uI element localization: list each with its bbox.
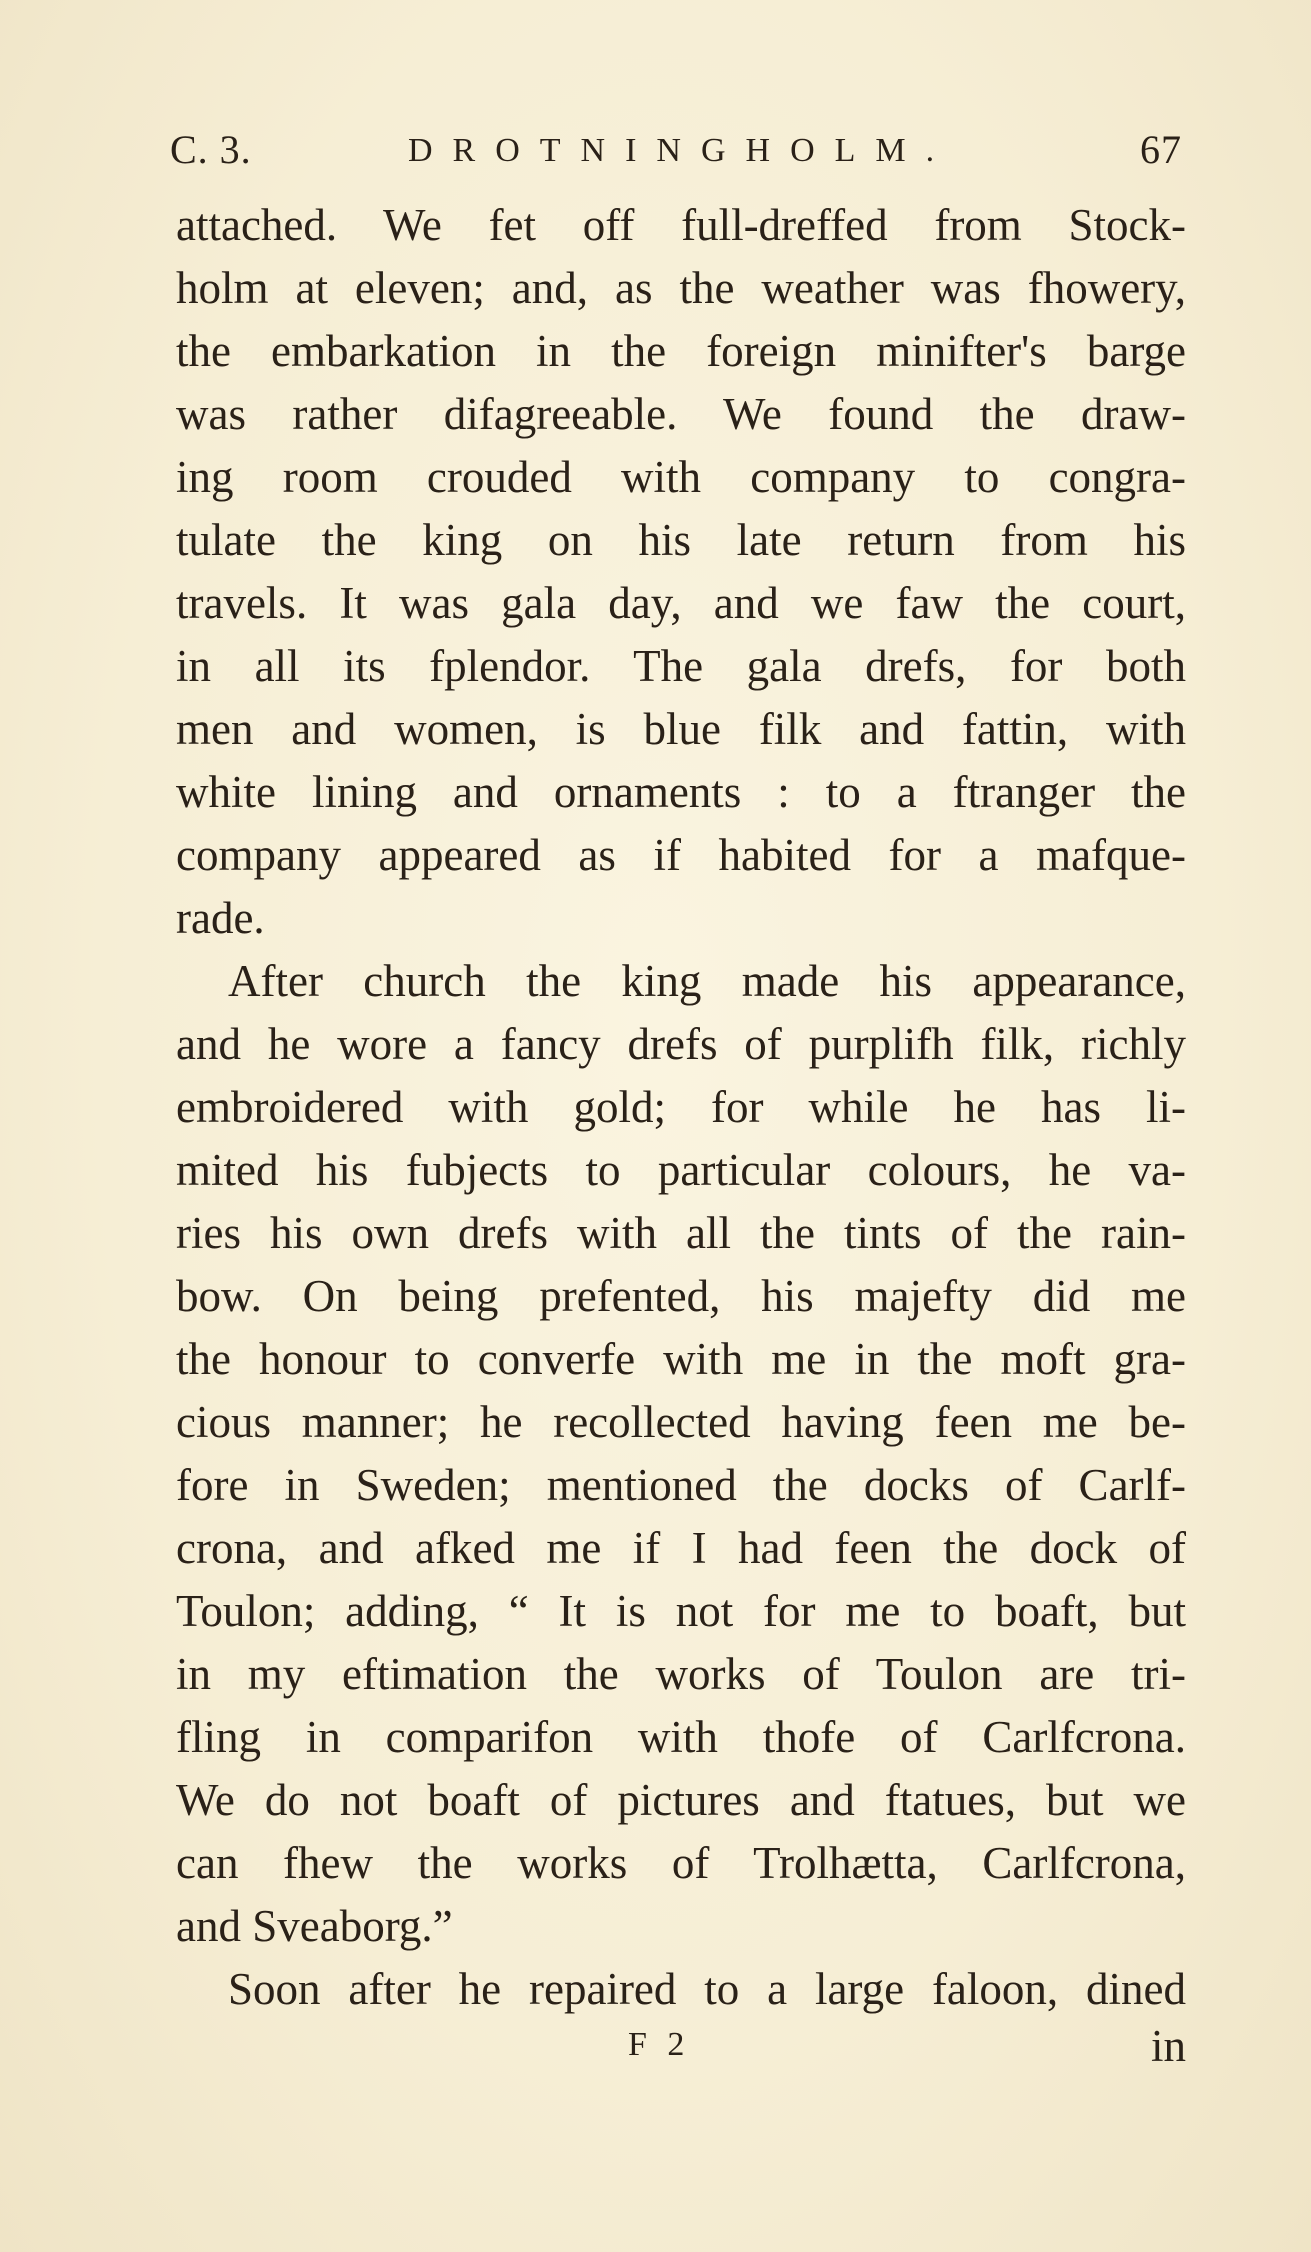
text-line: attached. We fet off full-dreffed from Stock-: [176, 200, 1186, 250]
chapter-number: C. 3.: [170, 127, 252, 172]
text-line: white lining and ornaments : to a ftranger the: [176, 767, 1186, 817]
text-line: can fhew the works of Trolhætta, Carlfcrona,: [176, 1838, 1186, 1888]
page-footer: [176, 2021, 1186, 2086]
catchword: in: [1150, 2021, 1186, 2071]
text-line: fore in Sweden; mentioned the docks of Carlf-: [176, 1460, 1186, 1510]
text-line: the embarkation in the foreign minifter's barge: [176, 326, 1186, 376]
paragraph-start-line: After church the king made his appearance,: [228, 956, 1186, 1006]
text-line: men and women, is blue filk and fattin, with: [176, 704, 1186, 754]
text-line: and he wore a fancy drefs of purplifh filk, richly: [176, 1019, 1186, 1069]
text-line: holm at eleven; and, as the weather was fhowery,: [176, 263, 1186, 313]
text-line: tulate the king on his late return from his: [176, 515, 1186, 565]
text-line: the honour to converfe with me in the moft gra-: [176, 1334, 1186, 1384]
text-line: ing room crouded with company to congra-: [176, 452, 1186, 502]
paragraph-start-line: Soon after he repaired to a large faloon, dined: [228, 1964, 1186, 2014]
text-line: ries his own drefs with all the tints of the rain-: [176, 1208, 1186, 1258]
text-line: fling in comparifon with thofe of Carlfcrona.: [176, 1712, 1186, 1762]
text-line: Toulon; adding, “ It is not for me to boaft, but: [176, 1586, 1186, 1636]
text-line: crona, and afked me if I had feen the dock of: [176, 1523, 1186, 1573]
running-title: DROTNINGHOLM.: [408, 132, 955, 169]
text-line: travels. It was gala day, and we faw the court,: [176, 578, 1186, 628]
text-line: bow. On being prefented, his majefty did me: [176, 1271, 1186, 1321]
text-line: cious manner; he recollected having feen me be-: [176, 1397, 1186, 1447]
text-line: was rather difagreeable. We found the draw-: [176, 389, 1186, 439]
text-line: in all its fplendor. The gala drefs, for both: [176, 641, 1186, 691]
text-line: company appeared as if habited for a mafque-: [176, 830, 1186, 880]
text-line: and Sveaborg.”: [176, 1901, 453, 1951]
text-line: mited his fubjects to particular colours, he va-: [176, 1145, 1186, 1195]
text-line: We do not boaft of pictures and ftatues, but we: [176, 1775, 1186, 1825]
text-line: rade.: [176, 893, 265, 943]
running-head: [170, 126, 1182, 176]
body-text: [176, 194, 1186, 2021]
signature-mark: F 2: [628, 2026, 691, 2063]
text-line: embroidered with gold; for while he has li-: [176, 1082, 1186, 1132]
page-number: 67: [1140, 127, 1182, 172]
text-line: in my eftimation the works of Toulon are tri-: [176, 1649, 1186, 1699]
